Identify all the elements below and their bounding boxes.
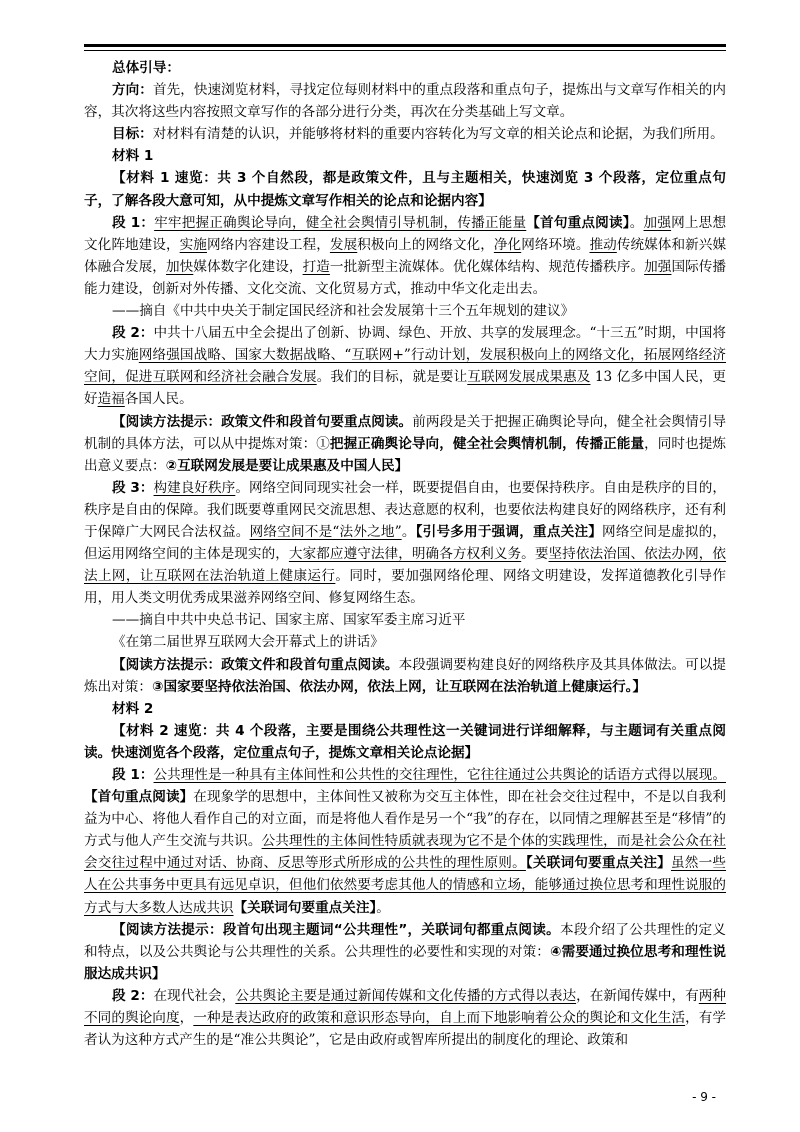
- body-text: 13 亿多中国人民，更好: [84, 369, 727, 408]
- direction-label: 方向：: [112, 82, 153, 99]
- underlined-text: 构建良好秩序: [153, 479, 236, 496]
- emphasis-tag: 【首句重点阅读】: [84, 789, 194, 806]
- tip-bold: ④需要通过换位思考和理性说服达成共识】: [84, 943, 726, 982]
- document-body: [84, 57, 726, 1051]
- tip-bold: 【阅读方法提示：段首句出现主题词“公共理性”，关联词句都重点阅读。: [112, 921, 560, 938]
- goal-text: 对材料有清楚的认识，并能够将材料的重要内容转化为写文章的相关论点和论据，为我们所用。: [152, 126, 724, 143]
- goal-paragraph: [84, 123, 726, 145]
- tip-text: 前两段是关于把握正确舆论导向，健全社会舆情引导机制的具体方法，可以从中提炼对策：①: [84, 413, 726, 452]
- underlined-text: 两种不同的舆论向度: [84, 987, 727, 1027]
- underlined-text: 虽然一些人在公共事务中更具有远见卓识，但他们依然要考虑其他人的情感和立场，能够通过换位思考和理性说服的方式与大多数人达成共识: [84, 855, 727, 916]
- body-text: 。要: [521, 546, 549, 563]
- material1-para3: [84, 477, 726, 610]
- reading-tip-2: [84, 654, 726, 698]
- body-text: ，有学者认为这种方式产生的是“准公共舆论”，它是由政府或智库所提出的制度化的理论、政策和: [84, 1010, 727, 1049]
- body-text: 媒体数字化建设，: [193, 258, 303, 275]
- direction-text: 首先，快速浏览材料，寻找定位每则材料中的重点段落和重点句子，提炼出与文章写作相关的内容，其次将这些内容按照文章写作的各部分进行分类，再次在分类基础上写文章。: [84, 82, 726, 121]
- material2-para1: [84, 764, 726, 919]
- material1-title: 材料 1: [112, 148, 154, 165]
- body-text: 。我们的目标，就是要让: [316, 369, 468, 386]
- underlined-text: 加强: [643, 214, 672, 231]
- body-text: 积极向上的网络文化，: [357, 236, 494, 253]
- underlined-text: 公共理性的主体间性特质就表现为它不是个体的实践理性，而是社会公众在社会交往过程中通过对话、协商、反思等形式所形成的公共性的理性原则。: [84, 833, 726, 872]
- body-text: 。: [376, 899, 390, 916]
- body-text: 传统媒体和新兴媒体融合发展，: [84, 236, 727, 275]
- body-text: 网络环境。: [521, 236, 590, 253]
- material1-speed-read: 【材料 1 速览：共 3 个自然段，都是政策文件，且与主题相关，快速浏览 3 个段落，定位重点句子，了解各段大意可知，从中提炼文章写作相关的论点和论据内容】: [84, 170, 726, 209]
- underlined-text: 网络强国战略、国家大数据战略、“互联网+”行动计划，发展积极向上的网络文化，拓展网络经济空间，促进互联网和经济社会融合发展: [84, 347, 726, 386]
- emphasis-tag: 【关联词句要重点关注】: [233, 899, 377, 916]
- header-rule-thick: [84, 44, 726, 47]
- tip-bold: 【阅读方法提示：政策文件和段首句要重点阅读。: [112, 413, 413, 430]
- body-text: 国际传播能力建设，创新对外传播、文化交流、文化贸易方式，推动中华文化走出去。: [84, 258, 727, 297]
- underlined-text: 打造: [302, 258, 330, 275]
- page-number: - 9 -: [692, 1090, 716, 1104]
- material2-speed-read: 【材料 2 速览：共 4 个段落，主要是围绕公共理性这一关键词进行详细解释，与主题词有关重点阅读。快速浏览各个段落，定位重点句子，提炼文章相关论点论据】: [84, 722, 726, 761]
- tip-bold: 【阅读方法提示：政策文件和段首句重点阅读。: [112, 656, 399, 673]
- material1-source1: ——摘自《中共中央关于制定国民经济和社会发展第十三个五年规划的建议》: [112, 303, 575, 320]
- body-text: 。同时，要加强网络伦理、网络文明建设，发挥道德教化引导作用，用人类文明优秀成果滋养网络空间、修复网络生态。: [84, 568, 727, 607]
- tip-bold: 把握正确舆论导向，健全社会舆情机制，传播正能量: [329, 435, 645, 452]
- material1-source2-line1: ——摘自中共中央总书记、国家主席、国家军委主席习近平: [112, 612, 466, 629]
- header-rule-thin: [84, 50, 726, 51]
- body-text: ，: [179, 1010, 194, 1027]
- material1-source2-line2: 《在第二届世界互联网大会开幕式上的讲话》: [112, 634, 384, 651]
- goal-label: 目标：: [112, 126, 153, 143]
- guide-heading: 总体引导：: [112, 60, 180, 76]
- direction-paragraph: [84, 79, 726, 123]
- body-text: 网络空间是虚拟的，但运用网络空间的主体是现实的，: [84, 523, 727, 563]
- tip-text: 本段介绍了公共理性的定义和特点，以及公共舆论与公共理性的关系。公共理性的必要性和实现的对策：: [84, 921, 726, 960]
- para-label: 段 2：: [112, 987, 154, 1004]
- underlined-text: 大家都应遵守法律，明确各方权利义务: [288, 546, 522, 563]
- emphasis-tag: 【关联词句要重点关注】: [525, 855, 671, 872]
- para-label: 段 1：: [112, 214, 155, 231]
- body-text: 网络内容建设工程，: [206, 236, 330, 253]
- body-text: 网上思想文化阵地建设，: [84, 214, 727, 253]
- underlined-text: 实施: [179, 236, 207, 253]
- para-label: 段 2：: [112, 325, 154, 342]
- underlined-text: 加快: [165, 258, 194, 275]
- underlined-text: 公共理性是一种具有主体间性和公共性的交往理性，它往往通过公共舆论的话语方式得以展现。: [153, 767, 726, 783]
- material1-para2: [84, 322, 726, 410]
- emphasis-tag: 【引号多用于强调，重点关注】: [415, 523, 603, 540]
- material2-para2: [84, 985, 726, 1051]
- reading-tip-1: [84, 411, 726, 477]
- underlined-text: 造福: [97, 391, 125, 408]
- body-text: 在现象学的思想中，主体间性又被称为交互主体性，即在社会交往过程中，不是以自我利益为中心、将他人看作自己的对立面，而是将他人看作是另一个“我”的存在，以同情之理解甚至是“移情”的方式与他人产生交流与共识。: [84, 789, 727, 850]
- body-text: 。: [401, 523, 416, 540]
- underlined-text: 牢牢把握正确舆论导向，健全社会舆情引导机制，传播正能量: [154, 214, 527, 231]
- underlined-text: 推动: [589, 236, 617, 253]
- material2-title: 材料 2: [112, 700, 154, 717]
- underlined-text: 净化: [493, 236, 522, 253]
- emphasis-tag: 【首句重点阅读】: [526, 214, 630, 231]
- tip-bold: ③国家要坚持依法治国、依法办网，依法上网，让互联网在法治轨道上健康运行。】: [151, 678, 647, 695]
- body-text: 各国人民。: [124, 391, 193, 408]
- underlined-text: 坚持依法治国、依法办网，依法上网，让互联网在法治轨道上健康运行: [84, 546, 727, 585]
- underlined-text: 一种是表达政府的政策和意识形态导向，自上而下地影响着公众的舆论和文化生活: [193, 1010, 686, 1027]
- material1-para1: [84, 212, 726, 300]
- tip-bold: ②互联网发展是要让成果惠及中国人民】: [165, 457, 409, 474]
- tip-text: ，同时也提炼出意义要点：: [84, 435, 727, 474]
- underlined-text: 网络空间不是“法外之地”: [249, 523, 402, 540]
- underlined-text: 发展: [329, 236, 358, 253]
- underlined-text: 公共舆论主要是通过新闻传媒和文化传播的方式得以表达: [235, 987, 577, 1004]
- body-text: 。: [629, 214, 644, 231]
- body-text: 一批新型主流媒体。优化媒体结构、规范传播秩序。: [329, 258, 645, 275]
- underlined-text: 加强: [644, 258, 672, 275]
- body-text: 在现代社会，: [153, 987, 236, 1004]
- body-text: 。网络空间同现实社会一样，既要提倡自由，也要保持秩序。自由是秩序的目的，秩序是自由的保障。我们既要尊重网民交流思想、表达意愿的权利，也要依法构建良好的网络秩序，还有利于保障广大网民合法权益。: [84, 479, 727, 540]
- body-text: ，在新闻传媒中，有: [576, 987, 699, 1004]
- para-label: 段 1：: [112, 767, 154, 783]
- tip-text: 本段强调要构建良好的网络秩序及其具体做法。可以提炼出对策：: [84, 656, 727, 695]
- reading-tip-3: [84, 919, 726, 985]
- body-text: 中共十八届五中全会提出了创新、协调、绿色、开放、共享的发展理念。“十三五”时期，中国将大力实施: [84, 325, 726, 364]
- para-label: 段 3：: [112, 479, 154, 496]
- underlined-text: 互联网发展成果惠及: [467, 369, 591, 386]
